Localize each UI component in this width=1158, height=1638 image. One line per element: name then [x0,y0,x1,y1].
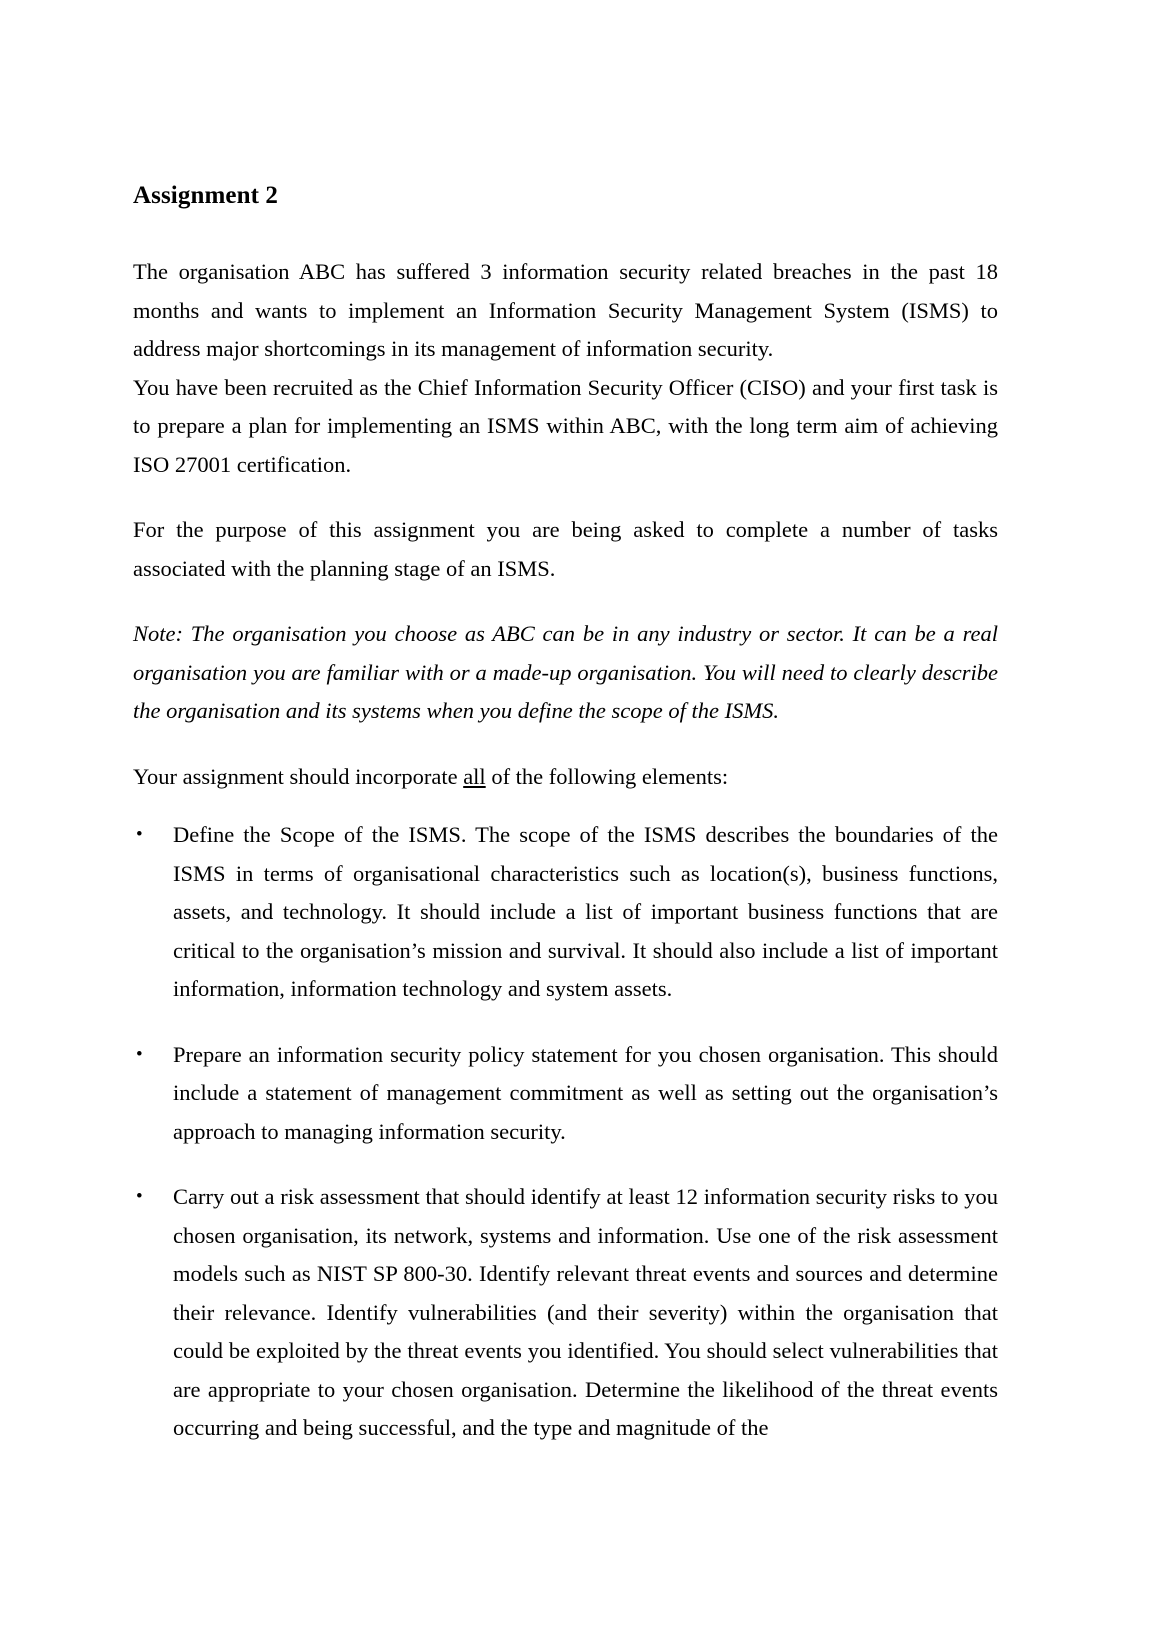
bullet-text-policy: Prepare an information security policy statement for you chosen organisation. This should include a statement of management commitment as well as setting out the organisation’s approach to managing information security. [173,1041,998,1144]
bullet-text-risk-assessment: Carry out a risk assessment that should identify at least 12 information security risks to you chosen organisation, its network, systems and information. Use one of the risk assessment models such as NIST SP 800-30. Identify relevant threat events and sources and determine their relevance. Identify vulnerabilities (and their severity) within the organisation that could be exploited by the threat events you identified. You should select vulnerabilities that are appropriate to your chosen organisation. Determine the likelihood of the threat events occurring and being successful, and the type and magnitude of the [173,1184,998,1441]
list-item [133,1036,998,1152]
page-title: Assignment 2 [133,182,278,209]
bullet-icon: • [136,824,143,846]
bullet-icon: • [136,1186,143,1208]
requirements-list [133,816,998,1448]
list-item [133,816,998,1009]
paragraph-note: Note: The organisation you choose as ABC can be in any industry or sector. It can be a real organisation you are familiar with or a made-up organisation. You will need to clearly describe the organisation and its systems when you define the scope of the ISMS. [133,621,998,724]
bullet-icon: • [136,1043,143,1065]
paragraph-role: You have been recruited as the Chief Information Security Officer (CISO) and your first task is to prepare a plan for implementing an ISMS within ABC, with the long term aim of achieving ISO 27001 certification. [133,374,998,477]
paragraph-intro: The organisation ABC has suffered 3 information security related breaches in the past 18 months and wants to implement an Information Security Management System (ISMS) to address major shortcomings in its management of information security. [133,259,998,362]
lead-in-before: Your assignment should incorporate [133,763,464,789]
lead-in-emphasis: all [463,763,486,789]
lead-in-line [133,758,998,797]
list-item [133,1178,998,1448]
lead-in-after: of the following elements: [485,763,729,789]
bullet-text-scope: Define the Scope of the ISMS. The scope of the ISMS describes the boundaries of the ISMS in terms of organisational characteristics such as location(s), business functions, assets, and technology. It should include a list of important business functions that are critical to the organisation’s mission and survival. It should also include a list of important information, information technology and system assets. [173,822,998,1002]
paragraph-purpose: For the purpose of this assignment you are being asked to complete a number of tasks associated with the planning stage of an ISMS. [133,517,998,581]
